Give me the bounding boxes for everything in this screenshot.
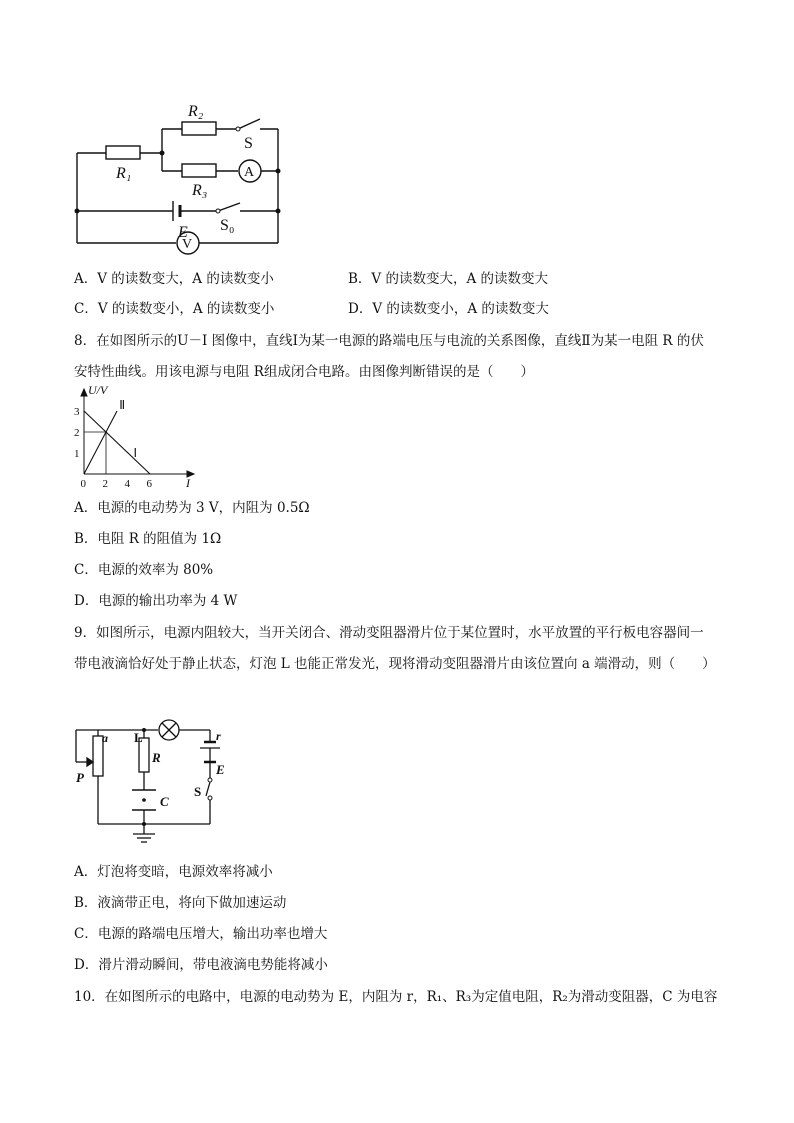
label-s-switch: S (194, 784, 202, 799)
q9-option-c: C．电源的路端电压增大，输出功率也增大 (74, 926, 328, 942)
y-tick-label: 3 (74, 406, 80, 418)
label-a: A (244, 165, 255, 180)
series-line-2 (84, 411, 117, 474)
x-tick-label: 0 (80, 478, 86, 490)
label-v: V (182, 237, 193, 252)
label-s0: S₀ (220, 217, 235, 234)
q8-stem-line2: 安特性曲线。用该电源与电阻 R组成闭合电路。由图像判断错误的是（ ） (74, 364, 534, 380)
x-tick-label: 4 (124, 478, 130, 490)
q9-option-d: D．滑片滑动瞬间，带电液滴电势能将减小 (74, 957, 328, 973)
q7-option-a: A．V 的读数变大，A 的读数变小 (74, 271, 274, 287)
circuit-figure-q9 (70, 712, 240, 852)
q7-option-d: D．V 的读数变小，A 的读数变大 (348, 301, 549, 317)
label-c: C (160, 794, 169, 809)
x-tick-label: 6 (146, 478, 152, 490)
series-label-1: Ⅰ (133, 446, 138, 461)
label-a-end: a (102, 731, 108, 745)
label-e: E (178, 224, 188, 241)
label-e-source: E (216, 762, 225, 777)
q10-stem-line1: 10．在如图所示的电路中，电源的电动势为 E，内阻为 r，R₁、R₃为定值电阻，R₂为滑动变阻器，C 为电容 (74, 989, 718, 1005)
q9-option-a: A．灯泡将变暗，电源效率将减小 (74, 864, 273, 880)
series-label-2: Ⅱ (119, 397, 126, 412)
q8-option-b: B．电阻 R 的阻值为 1Ω (74, 531, 222, 547)
label-s: S (244, 135, 253, 152)
y-axis-label: U/V (88, 383, 108, 397)
ui-chart (74, 384, 204, 494)
label-p: P (76, 770, 84, 785)
circuit-figure-q7 (70, 95, 290, 255)
x-axis-label: I (186, 476, 190, 490)
q7-option-b: B．V 的读数变大，A 的读数变大 (348, 271, 549, 287)
label-lamp: L (134, 730, 143, 745)
label-r1: R₁ (116, 165, 132, 182)
label-r2: R₂ (188, 103, 204, 120)
label-r3: R₃ (192, 182, 208, 199)
label-r: R (152, 750, 161, 765)
q9-stem-line1: 9．如图所示，电源内阻较大，当开关闭合、滑动变阻器滑片位于某位置时，水平放置的平行板电容器间一 (74, 625, 704, 641)
q9-stem-line2: 带电液滴恰好处于静止状态，灯泡 L 也能正常发光，现将滑动变阻器滑片由该位置向 a 端滑动，则（ ） (74, 656, 716, 672)
q7-option-c: C．V 的读数变小，A 的读数变小 (74, 301, 275, 317)
y-tick-label: 2 (74, 427, 80, 439)
q8-option-d: D．电源的输出功率为 4 W (74, 593, 238, 609)
q8-option-c: C．电源的效率为 80% (74, 562, 214, 578)
q9-option-b: B．液滴带正电，将向下做加速运动 (74, 895, 287, 911)
series-line-1 (84, 411, 150, 474)
q8-stem-line1: 8．在如图所示的U－I 图像中，直线Ⅰ为某一电源的路端电压与电流的关系图像，直线Ⅱ为某一电阻 R 的伏 (74, 333, 704, 349)
label-r-internal: r (216, 729, 221, 743)
x-tick-label: 2 (102, 478, 108, 490)
q8-option-a: A．电源的电动势为 3 V，内阻为 0.5Ω (74, 500, 310, 516)
y-tick-label: 1 (74, 448, 80, 460)
